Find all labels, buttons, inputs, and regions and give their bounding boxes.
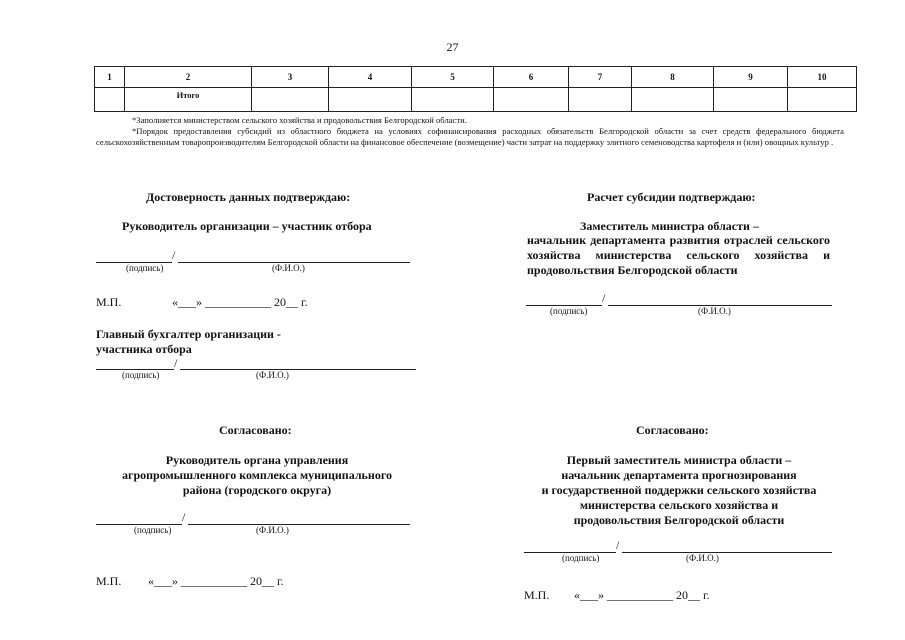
table-cell [788, 88, 857, 112]
table-cell [714, 88, 788, 112]
table-cell [494, 88, 569, 112]
stamp-place: М.П. [524, 588, 550, 602]
summary-table [94, 66, 857, 112]
signature-label: (подпись) [122, 370, 160, 380]
table-header-cell: 6 [494, 67, 569, 88]
table-header-cell: 8 [632, 67, 714, 88]
fio-line [622, 552, 832, 553]
total-label: Итого [125, 88, 252, 112]
fio-label: (Ф.И.О.) [256, 525, 289, 535]
separator-slash: / [616, 538, 620, 552]
table-cell [329, 88, 412, 112]
first-deputy-title-2: начальник департамента прогнозирования [561, 468, 797, 482]
table-cell [632, 88, 714, 112]
accountant-title-2: участника отбора [96, 342, 192, 356]
fio-line [188, 524, 410, 525]
table-cell [412, 88, 494, 112]
separator-slash: / [174, 356, 178, 370]
table-header-cell: 2 [125, 67, 252, 88]
fio-label: (Ф.И.О.) [698, 306, 731, 316]
accountant-title: Главный бухгалтер организации - [96, 327, 281, 341]
stamp-place: М.П. [96, 295, 122, 309]
signature-label: (подпись) [562, 553, 600, 563]
calc-confirm-title: Расчет субсидии подтверждаю: [587, 190, 756, 204]
fio-label: (Ф.И.О.) [256, 370, 289, 380]
page-number: 27 [446, 40, 459, 54]
footnote-1: *Заполняется министерством сельского хозяйства и продовольствия Белгородской области. [132, 115, 467, 125]
deputy-title-2: начальник департамента развития отраслей сельского хозяйства министерства сельского хозяйства и продовольствия Белгородской области [527, 233, 830, 277]
stamp-place: М.П. [96, 574, 122, 588]
footnote-2: *Порядок предоставления субсидий из областного бюджета на условиях софинансирования расходных обязательств Белгородской области за счет средств федерального бюджета сельскохозяйственным товаропроизводителям Белгородской области на финансовое обеспечение (возмещение) части затрат на поддержку элитного семеноводства картофеля и (или) овощных культур . [96, 126, 844, 147]
table-header-cell: 4 [329, 67, 412, 88]
signature-label: (подпись) [550, 306, 588, 316]
agreed-title: Согласовано: [636, 423, 709, 437]
first-deputy-title-5: продовольствия Белгородской области [573, 513, 785, 527]
first-deputy-title-3: и государственной поддержки сельского хозяйства [541, 483, 817, 497]
date-line: «___» ___________ 20__ г. [574, 588, 710, 602]
table-header-row [95, 67, 857, 88]
separator-slash: / [172, 248, 176, 262]
table-header-cell: 7 [569, 67, 632, 88]
deputy-title: Заместитель министра области – [580, 219, 759, 233]
separator-slash: / [602, 291, 606, 305]
agreed-title: Согласовано: [219, 423, 292, 437]
table-cell [252, 88, 329, 112]
separator-slash: / [182, 510, 186, 524]
signature-label: (подпись) [126, 263, 164, 273]
table-header-cell: 9 [714, 67, 788, 88]
org-head-title: Руководитель организации – участник отбора [122, 219, 372, 233]
table-header-cell: 3 [252, 67, 329, 88]
table-total-row [95, 88, 857, 112]
table-cell [569, 88, 632, 112]
fio-label: (Ф.И.О.) [686, 553, 719, 563]
agro-head-title: Руководитель органа управления [165, 453, 349, 467]
table-header-cell: 1 [95, 67, 125, 88]
signature-label: (подпись) [134, 525, 172, 535]
table-cell [95, 88, 125, 112]
date-line: «___» ___________ 20__ г. [172, 295, 308, 309]
agro-head-title-3: района (городского округа) [182, 483, 332, 497]
agro-head-title-2: агропромышленного комплекса муниципального [122, 468, 392, 482]
fio-label: (Ф.И.О.) [272, 263, 305, 273]
fio-line [180, 369, 416, 370]
first-deputy-title-4: министерства сельского хозяйства и [579, 498, 779, 512]
first-deputy-title: Первый заместитель министра области – [566, 453, 792, 467]
date-line: «___» ___________ 20__ г. [148, 574, 284, 588]
table-header-cell: 5 [412, 67, 494, 88]
footnotes [96, 115, 844, 148]
data-confirm-title: Достоверность данных подтверждаю: [146, 190, 351, 204]
table-header-cell: 10 [788, 67, 857, 88]
